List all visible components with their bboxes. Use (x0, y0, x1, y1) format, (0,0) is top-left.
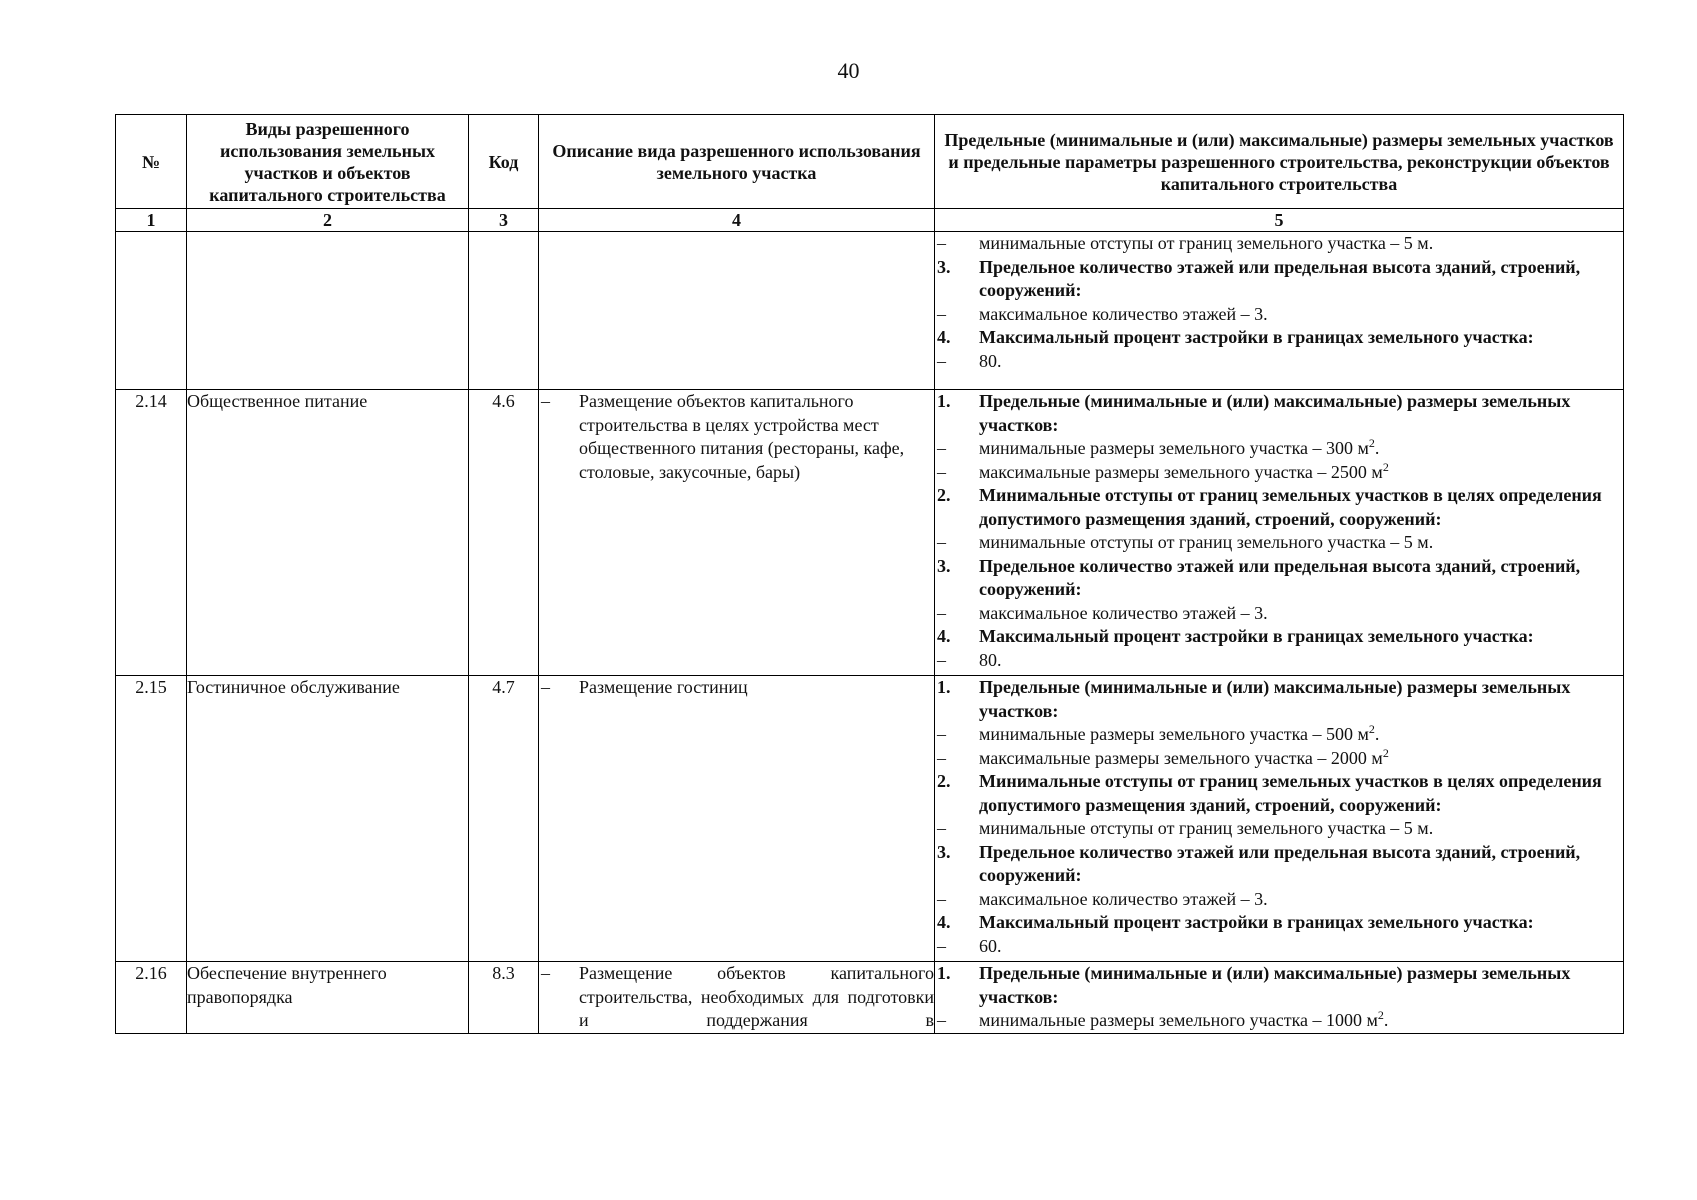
permitted-use-name (187, 232, 469, 390)
table-row (116, 390, 1624, 676)
header-limit-parameters: Предельные (минимальные и (или) максимальные) размеры земельных участков и предельные параметры разрешенного строительства, реконструкции объектов капитального строительства (935, 115, 1624, 209)
dash-marker: – (937, 649, 946, 670)
dash-marker: – (937, 1010, 946, 1030)
item-number: 3. (937, 555, 951, 576)
permitted-use-code (469, 232, 539, 390)
permitted-use-description (539, 676, 935, 962)
parameter-text: минимальные отступы от границ земельного участка – 5 м. (979, 233, 1434, 253)
permitted-use-code: 4.7 (469, 676, 539, 962)
parameter-text: минимальные размеры земельного участка – 300 м (979, 438, 1369, 458)
dash-marker: – (541, 677, 550, 697)
parameter-text: минимальные отступы от границ земельного участка – 5 м. (979, 818, 1434, 838)
row-number (116, 232, 187, 390)
permitted-use-description (539, 390, 935, 676)
column-number: 5 (935, 209, 1624, 232)
parameter-text: Максимальный процент застройки в границах земельного участка: (979, 626, 1534, 646)
superscript: 2 (1368, 436, 1375, 450)
trailing-punctuation: . (1374, 438, 1380, 458)
parameter-heading (935, 390, 1623, 437)
parameter-value (935, 350, 1623, 374)
item-number: 2. (937, 771, 951, 791)
parameter-heading (935, 484, 1623, 531)
dash-marker: – (937, 233, 946, 253)
dash-marker: – (937, 602, 946, 623)
item-number: 3. (937, 256, 951, 277)
dash-marker: – (937, 935, 946, 956)
limit-parameters (935, 390, 1624, 676)
item-number: 1. (937, 963, 951, 983)
header-permitted-use-kinds: Виды разрешенного использования земельных участков и объектов капитального строительства (187, 115, 469, 209)
parameter-text: Максимальный процент застройки в границах земельного участка: (979, 327, 1534, 347)
row-number: 2.16 (116, 962, 187, 1034)
parameter-value (935, 1009, 1623, 1033)
table-row (116, 232, 1624, 390)
header-code: Код (469, 115, 539, 209)
column-number: 3 (469, 209, 539, 232)
column-number: 2 (187, 209, 469, 232)
table-row (116, 676, 1624, 962)
row-number: 2.14 (116, 390, 187, 676)
item-number: 4. (937, 327, 951, 347)
parameter-text: максимальное количество этажей – 3. (979, 888, 1268, 909)
trailing-punctuation: . (1374, 724, 1380, 744)
parameter-text: минимальные размеры земельного участка – 1000 м (979, 1010, 1378, 1030)
table-row (116, 962, 1624, 1034)
dash-marker: – (937, 818, 946, 838)
limit-parameters (935, 676, 1624, 962)
parameter-text: Предельное количество этажей или предельная высота зданий, строений, сооружений: (979, 555, 1581, 599)
header-number: № (116, 115, 187, 209)
parameter-text: Предельные (минимальные и (или) максимальные) размеры земельных участков: (979, 391, 1571, 435)
parameter-text: 80. (979, 649, 1002, 670)
dash-marker: – (541, 963, 550, 983)
parameter-text: максимальное количество этажей – 3. (979, 602, 1268, 623)
parameter-value (935, 649, 1623, 673)
item-number: 4. (937, 626, 951, 646)
parameter-value (935, 437, 1623, 461)
parameter-heading (935, 625, 1623, 649)
parameter-value (935, 303, 1623, 327)
superscript: 2 (1382, 745, 1389, 760)
parameter-heading (935, 326, 1623, 350)
item-number: 1. (937, 391, 951, 411)
item-number: 4. (937, 912, 951, 932)
zoning-regulations-table (115, 114, 1624, 1034)
dash-marker: – (937, 438, 946, 458)
dash-marker: – (937, 532, 946, 552)
row-number: 2.15 (116, 676, 187, 962)
parameter-value (935, 817, 1623, 841)
trailing-punctuation: . (1383, 1010, 1389, 1030)
parameter-text: Предельные (минимальные и (или) максимальные) размеры земельных участков: (979, 677, 1571, 721)
parameter-value (935, 531, 1623, 555)
header-description: Описание вида разрешенного использования земельного участка (539, 115, 935, 209)
parameter-text: минимальные отступы от границ земельного участка – 5 м. (979, 532, 1434, 552)
page-number: 40 (837, 58, 860, 83)
permitted-use-description (539, 962, 935, 1034)
permitted-use-description (539, 232, 935, 390)
parameter-value (935, 232, 1623, 256)
parameter-text: Предельное количество этажей или предельная высота зданий, строений, сооружений: (979, 841, 1581, 885)
dash-marker: – (541, 391, 550, 411)
item-number: 3. (937, 841, 951, 862)
parameter-heading (935, 256, 1623, 303)
column-number: 1 (116, 209, 187, 232)
parameter-value (935, 461, 1623, 485)
description-text: Размещение гостиниц (579, 677, 748, 697)
superscript: 2 (1368, 722, 1375, 736)
item-number: 1. (937, 677, 951, 697)
limit-parameters (935, 232, 1624, 390)
parameter-text: Минимальные отступы от границ земельных участков в целях определения допустимого размещения зданий, строений, сооружений: (979, 771, 1602, 815)
dash-marker: – (937, 303, 946, 324)
superscript: 2 (1377, 1008, 1384, 1022)
parameter-text: минимальные размеры земельного участка – 500 м (979, 724, 1369, 744)
column-number: 4 (539, 209, 935, 232)
parameter-heading (935, 911, 1623, 935)
parameter-heading (935, 770, 1623, 817)
permitted-use-code: 4.6 (469, 390, 539, 676)
parameter-heading (935, 555, 1623, 602)
limit-parameters (935, 962, 1624, 1034)
dash-marker: – (937, 461, 946, 482)
permitted-use-name: Гостиничное обслуживание (187, 676, 469, 962)
parameter-text: максимальное количество этажей – 3. (979, 303, 1268, 324)
description-text: Размещение объектов капитального строительства, необходимых для подготовки и поддержания в (579, 963, 934, 1030)
superscript: 2 (1382, 459, 1389, 474)
dash-marker: – (937, 724, 946, 744)
parameter-text: максимальные размеры земельного участка – 2000 м (979, 747, 1383, 768)
parameter-text: 60. (979, 935, 1002, 956)
column-numbers-row (116, 209, 1624, 232)
parameter-text: Предельное количество этажей или предельная высота зданий, строений, сооружений: (979, 256, 1581, 300)
parameter-value (935, 935, 1623, 959)
permitted-use-code: 8.3 (469, 962, 539, 1034)
description-text: Размещение объектов капитального строительства в целях устройства мест общественного питания (рестораны, кафе, столовые, закусочные, бары) (579, 391, 905, 482)
parameter-value (935, 747, 1623, 771)
parameter-value (935, 723, 1623, 747)
dash-marker: – (937, 350, 946, 371)
dash-marker: – (937, 747, 946, 768)
parameter-heading (935, 962, 1623, 1009)
parameter-heading (935, 676, 1623, 723)
item-number: 2. (937, 485, 951, 505)
permitted-use-name: Общественное питание (187, 390, 469, 676)
parameter-text: 80. (979, 350, 1002, 371)
dash-marker: – (937, 888, 946, 909)
parameter-value (935, 888, 1623, 912)
parameter-text: Предельные (минимальные и (или) максимальные) размеры земельных участков: (979, 963, 1571, 1007)
permitted-use-name: Обеспечение внутреннего правопорядка (187, 962, 469, 1034)
parameter-value (935, 602, 1623, 626)
parameter-text: Минимальные отступы от границ земельных участков в целях определения допустимого размещения зданий, строений, сооружений: (979, 485, 1602, 529)
parameter-text: максимальные размеры земельного участка – 2500 м (979, 461, 1383, 482)
parameter-heading (935, 841, 1623, 888)
table-header-row (116, 115, 1624, 209)
parameter-text: Максимальный процент застройки в границах земельного участка: (979, 912, 1534, 932)
